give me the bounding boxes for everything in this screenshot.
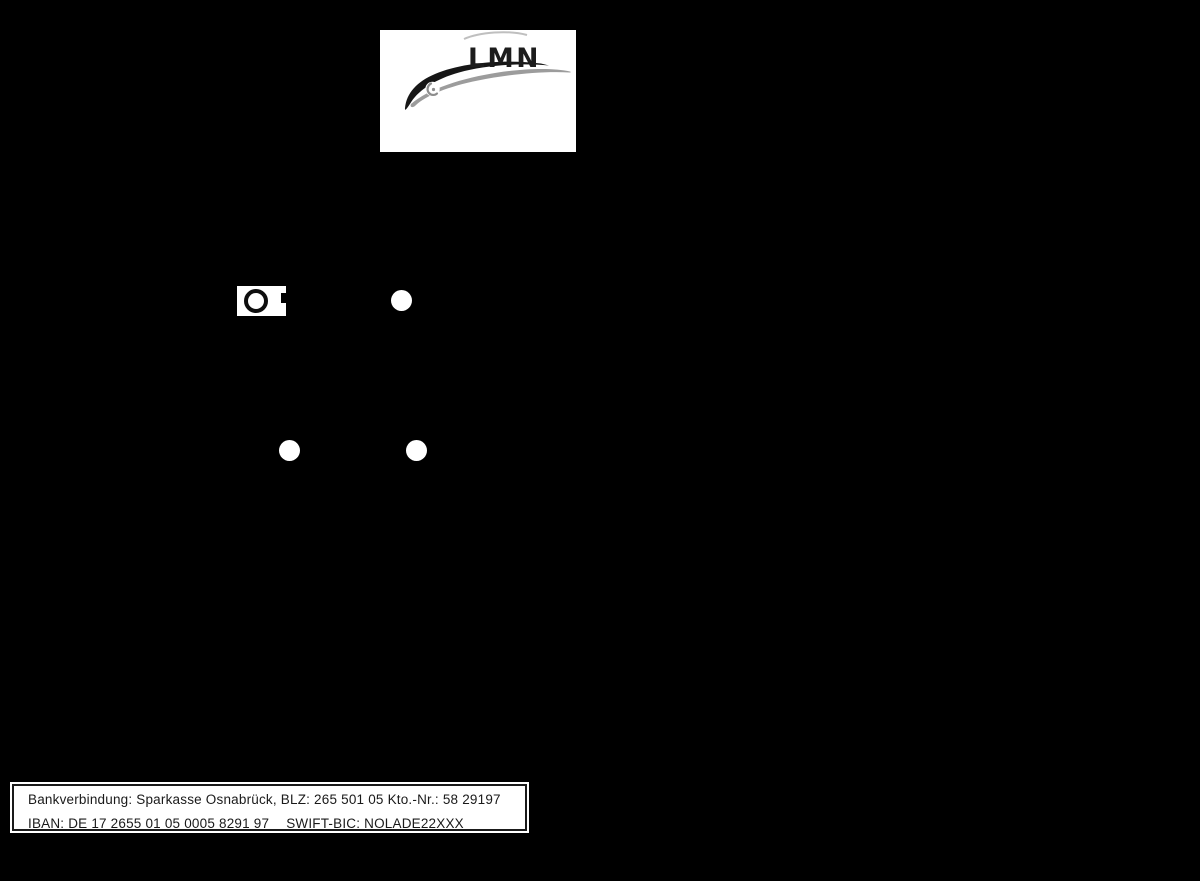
lmn-logo-graphic <box>380 30 576 152</box>
radio-selected-icon[interactable] <box>406 440 427 461</box>
radio-unselected-icon[interactable] <box>244 289 268 313</box>
logo-text: LMN <box>468 43 541 74</box>
radio-option-patch <box>237 286 286 316</box>
bank-connection-line: Bankverbindung: Sparkasse Osnabrück, BLZ: 265 501 05 Kto.-Nr.: 58 29197 <box>28 792 501 807</box>
logo-top-arc <box>464 32 527 39</box>
swoosh-curl-dot-icon <box>432 88 435 91</box>
bank-swift-bic: SWIFT-BIC: NOLADE22XXX <box>286 816 464 831</box>
bank-iban: IBAN: DE 17 2655 01 05 0005 8291 97 <box>28 816 270 831</box>
bank-details-box <box>10 782 529 833</box>
company-logo <box>380 30 576 152</box>
bank-iban-swift-line <box>28 816 464 831</box>
radio-selected-icon[interactable] <box>279 440 300 461</box>
radio-selected-icon[interactable] <box>391 290 412 311</box>
redaction-notch <box>281 293 286 303</box>
